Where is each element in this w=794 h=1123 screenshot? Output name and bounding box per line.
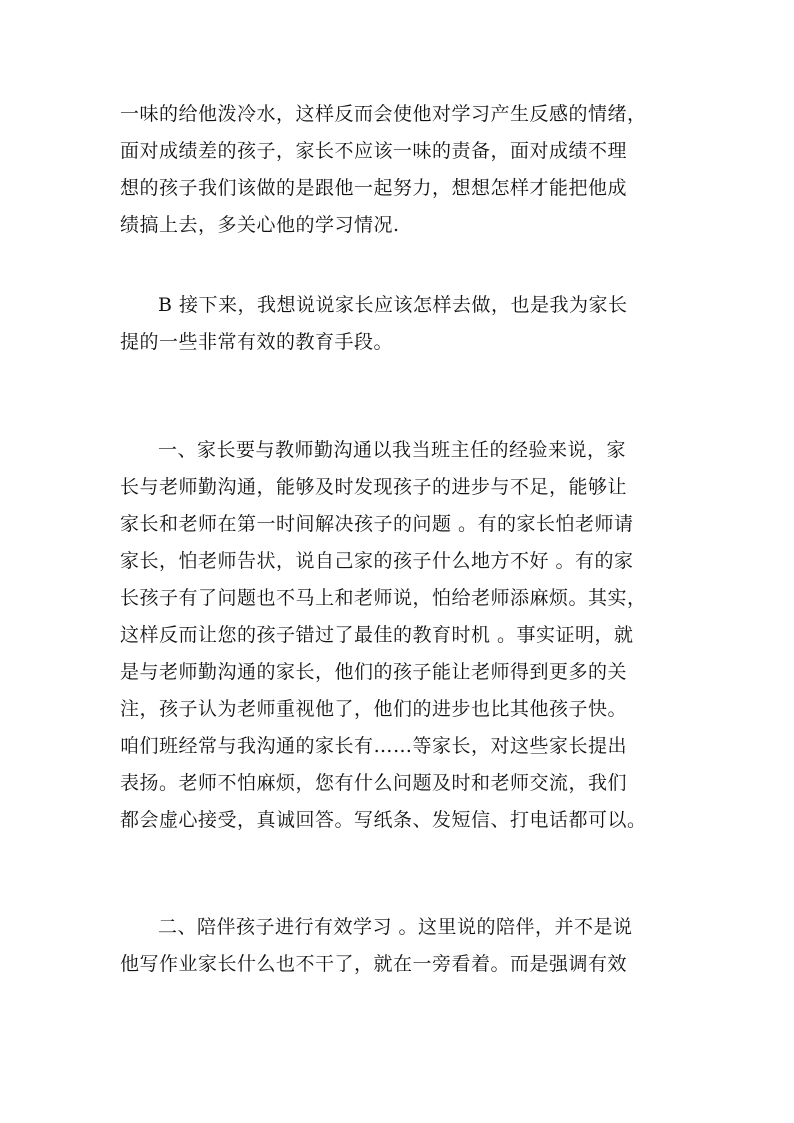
text-line: 他写作业家长什么也不干了，就在一旁看着。而是强调有效 [120,953,628,975]
text-line: 面对成绩差的孩子，家长不应该一味的责备，面对成绩不理 [120,140,628,162]
paragraph-1 [120,96,647,244]
text-line: 是与老师勤沟通的家长，他们的孩子能让老师得到更多的关 [120,661,628,683]
text-line: 想的孩子我们该做的是跟他一起努力，想想怎样才能把他成 [120,177,628,199]
paragraph-4 [120,909,633,983]
text-line: 表扬。老师不怕麻烦，您有什么问题及时和老师交流，我们 [120,772,628,794]
text-line: 一味的给他泼冷水，这样反而会使他对学习产生反感的情绪， [120,103,647,125]
text-line: 都会虚心接受，真诚回答。写纸条、发短信、打电话都可以。 [120,809,647,831]
text-line: 二、陪伴孩子进行有效学习 。这里说的陪伴，并不是说 [158,916,633,938]
text-line: 提的一些非常有效的教育手段。 [120,331,394,353]
text-line: 家长和老师在第一时间解决孩子的问题 。有的家长怕老师请 [120,513,634,535]
paragraph-2 [120,287,628,361]
text-line: 长与老师勤沟通，能够及时发现孩子的进步与不足，能够让 [120,476,628,498]
text-line: 咱们班经常与我沟通的家长有……等家长，对这些家长提出 [120,735,628,757]
text-line: 绩搞上去，多关心他的学习情况. [120,214,400,236]
text-line: 家长，怕老师告状，说自己家的孩子什么地方不好 。有的家 [120,550,634,572]
text-line: 长孩子有了问题也不马上和老师说，怕给老师添麻烦。其实， [120,587,647,609]
text-line: B 接下来，我想说说家长应该怎样去做，也是我为家长 [158,294,628,316]
text-line: 一、家长要与教师勤沟通以我当班主任的经验来说，家 [158,439,627,461]
text-line: 这样反而让您的孩子错过了最佳的教育时机 。事实证明，就 [120,624,634,646]
text-line: 注，孩子认为老师重视他了，他们的进步也比其他孩子快。 [120,698,628,720]
paragraph-3 [120,432,647,839]
